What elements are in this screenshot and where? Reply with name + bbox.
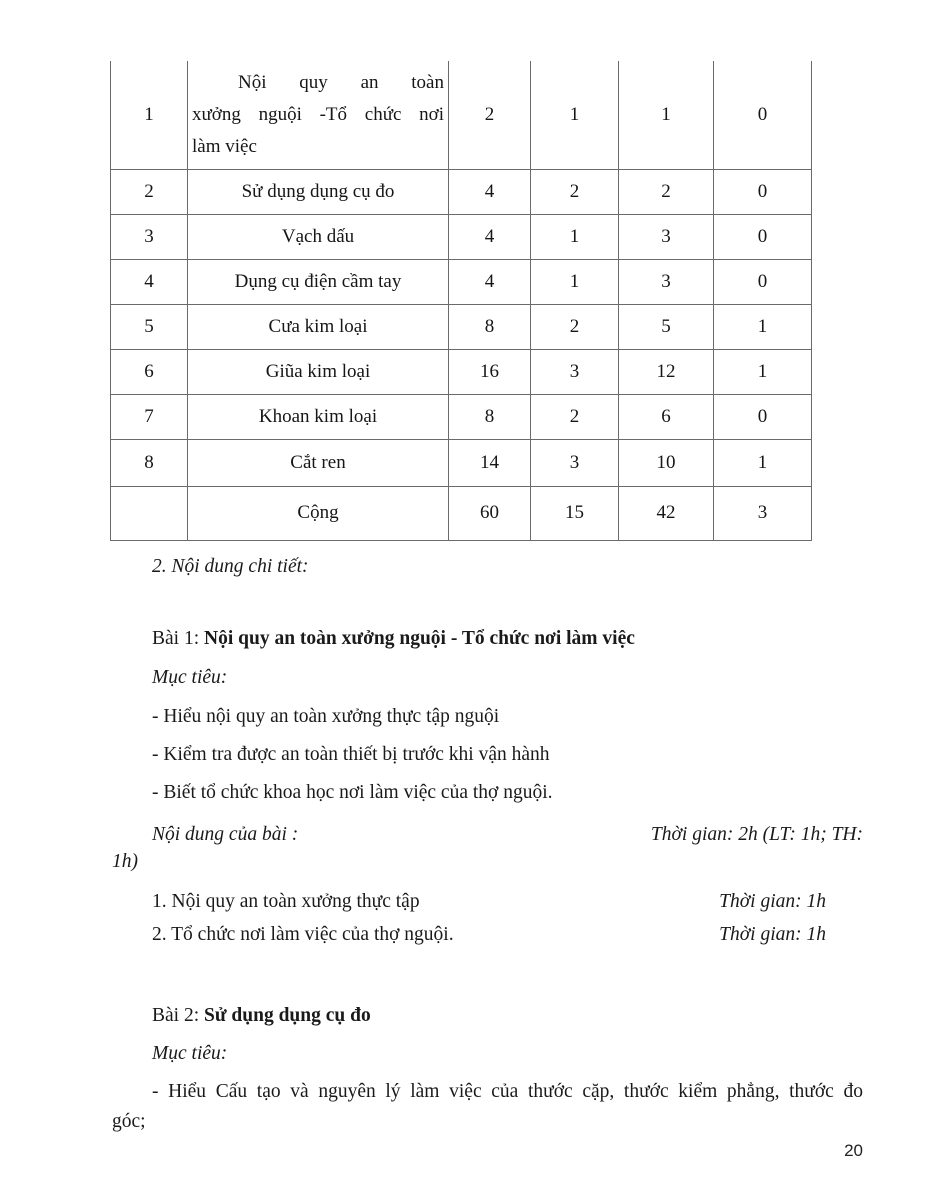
cell-lt-hours: 1 <box>531 61 619 169</box>
name-line: xưởng nguội -Tổ chức nơi <box>192 103 444 125</box>
cell-total-hours: 60 <box>449 486 531 540</box>
lesson2-muc-tieu: Mục tiêu: <box>152 1043 228 1064</box>
lesson1-muc-tieu: Mục tiêu: <box>152 667 228 688</box>
lesson2-objective-line1: - Hiểu Cấu tạo và nguyên lý làm việc của thước cặp, thước kiểm phẳng, thước đo <box>152 1081 863 1102</box>
lesson1-item-text: 1. Nội quy an toàn xưởng thực tập <box>152 891 420 912</box>
lesson1-item <box>112 921 863 948</box>
lesson1-item <box>112 888 863 915</box>
lesson1-content-line <box>112 821 863 848</box>
cell-stt: 6 <box>111 349 188 394</box>
lesson1-item-time: Thời gian: 1h <box>719 924 826 945</box>
cell-lt-hours: 3 <box>531 439 619 486</box>
cell-kt-hours: 0 <box>714 169 812 214</box>
cell-total-hours: 14 <box>449 439 531 486</box>
lesson1-heading-prefix: Bài 1: <box>152 628 204 649</box>
cell-kt-hours: 0 <box>714 394 812 439</box>
cell-kt-hours: 0 <box>714 61 812 169</box>
cell-name: Cắt ren <box>188 439 449 486</box>
cell-kt-hours: 0 <box>714 214 812 259</box>
table-row <box>111 394 812 439</box>
cell-th-hours: 12 <box>619 349 714 394</box>
lesson1-objective: - Hiểu nội quy an toàn xưởng thực tập nguội <box>152 706 500 727</box>
cell-stt: 1 <box>111 61 188 169</box>
table-row <box>111 61 812 169</box>
cell-lt-hours: 2 <box>531 169 619 214</box>
cell-lt-hours: 2 <box>531 394 619 439</box>
cell-th-hours: 6 <box>619 394 714 439</box>
cell-th-hours: 1 <box>619 61 714 169</box>
detail-section-heading: 2. Nội dung chi tiết: <box>152 556 309 577</box>
cell-th-hours: 3 <box>619 259 714 304</box>
cell-stt: 4 <box>111 259 188 304</box>
table-row <box>111 259 812 304</box>
cell-lt-hours: 3 <box>531 349 619 394</box>
lesson2-objective-line2: góc; <box>112 1111 146 1132</box>
cell-lt-hours: 2 <box>531 304 619 349</box>
lesson1-objective: - Biết tổ chức khoa học nơi làm việc của thợ nguội. <box>152 782 553 803</box>
name-line: làm việc <box>192 135 257 157</box>
cell-kt-hours: 0 <box>714 259 812 304</box>
cell-th-hours: 42 <box>619 486 714 540</box>
cell-lt-hours: 1 <box>531 259 619 304</box>
lesson2-heading-prefix: Bài 2: <box>152 1005 204 1026</box>
cell-kt-hours: 3 <box>714 486 812 540</box>
name-line: Nội quy an toàn <box>238 71 444 93</box>
table-row <box>111 439 812 486</box>
page-number: 20 <box>844 1141 863 1160</box>
cell-stt-empty <box>111 486 188 540</box>
cell-th-hours: 3 <box>619 214 714 259</box>
schedule-table <box>110 61 812 541</box>
cell-total-hours: 4 <box>449 259 531 304</box>
cell-stt: 7 <box>111 394 188 439</box>
table-row <box>111 169 812 214</box>
cell-total-hours: 16 <box>449 349 531 394</box>
cell-total-hours: 2 <box>449 61 531 169</box>
lesson1-heading-title: Nội quy an toàn xưởng nguội - Tổ chức nơi làm việc <box>204 628 635 649</box>
cell-stt: 3 <box>111 214 188 259</box>
cell-name: Vạch dấu <box>188 214 449 259</box>
lesson2-heading-title: Sử dụng dụng cụ đo <box>204 1005 371 1026</box>
cell-lt-hours: 1 <box>531 214 619 259</box>
lesson1-time-wrap: 1h) <box>112 851 138 872</box>
lesson1-heading <box>112 625 863 652</box>
cell-total-hours: 8 <box>449 304 531 349</box>
cell-lt-hours: 15 <box>531 486 619 540</box>
cell-total-label: Cộng <box>188 486 449 540</box>
cell-stt: 5 <box>111 304 188 349</box>
lesson1-time-main: Thời gian: 2h (LT: 1h; TH: <box>650 824 863 845</box>
cell-stt: 2 <box>111 169 188 214</box>
lesson1-objective: - Kiểm tra được an toàn thiết bị trước khi vận hành <box>152 744 550 765</box>
table-total-row <box>111 486 812 540</box>
cell-name: Sử dụng dụng cụ đo <box>188 169 449 214</box>
cell-total-hours: 4 <box>449 169 531 214</box>
cell-th-hours: 10 <box>619 439 714 486</box>
lesson2-heading <box>112 1002 863 1029</box>
cell-stt: 8 <box>111 439 188 486</box>
cell-kt-hours: 1 <box>714 349 812 394</box>
lesson1-item-time: Thời gian: 1h <box>719 891 826 912</box>
cell-th-hours: 5 <box>619 304 714 349</box>
cell-total-hours: 8 <box>449 394 531 439</box>
cell-kt-hours: 1 <box>714 304 812 349</box>
table-row <box>111 349 812 394</box>
cell-kt-hours: 1 <box>714 439 812 486</box>
cell-name: Khoan kim loại <box>188 394 449 439</box>
cell-name: Giũa kim loại <box>188 349 449 394</box>
cell-total-hours: 4 <box>449 214 531 259</box>
cell-name: Dụng cụ điện cầm tay <box>188 259 449 304</box>
lesson1-content-label: Nội dung của bài : <box>152 824 299 845</box>
table-row <box>111 304 812 349</box>
cell-name: Cưa kim loại <box>188 304 449 349</box>
lesson1-item-text: 2. Tổ chức nơi làm việc của thợ nguội. <box>152 924 454 945</box>
cell-th-hours: 2 <box>619 169 714 214</box>
cell-name <box>188 61 449 169</box>
table-row <box>111 214 812 259</box>
